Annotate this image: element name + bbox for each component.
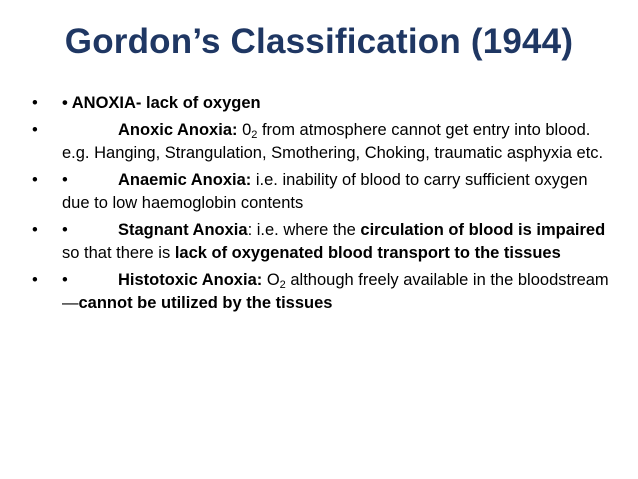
subscript: 2	[279, 279, 286, 291]
bullet-text: 0	[237, 121, 252, 139]
bullet-text: from atmosphere cannot get entry into blood. e.g. Hanging, Strangulation, Smothering, Choking, traumatic asphyxia etc.	[62, 121, 604, 162]
bullet-dot: •	[32, 221, 38, 239]
inner-bullet: •	[62, 271, 68, 289]
bullet-dot: •	[32, 171, 38, 189]
bullet-list	[32, 92, 612, 319]
inner-bullet: •	[62, 171, 68, 189]
bullet-text: so that there is	[62, 244, 175, 262]
bullet-dot: •	[32, 271, 38, 289]
term-anoxic-anoxia: Anoxic Anoxia:	[118, 121, 238, 139]
inner-bullet: •	[62, 221, 68, 239]
bold-phrase: cannot be utilized by the tissues	[78, 294, 333, 312]
term-anaemic-anoxia: Anaemic Anoxia:	[118, 171, 252, 189]
bold-phrase: circulation of blood is impaired	[360, 221, 606, 239]
bullet-anoxia	[32, 92, 612, 115]
slide-title: Gordon’s Classification (1944)	[64, 22, 574, 61]
bullet-anaemic-anoxia	[32, 169, 612, 215]
bullet-anoxic-anoxia	[32, 119, 612, 165]
bullet-lead: • ANOXIA- lack of oxygen	[62, 94, 261, 112]
term-stagnant-anoxia: Stagnant Anoxia	[118, 221, 248, 239]
bullet-stagnant-anoxia	[32, 219, 612, 265]
bullet-text: although freely available in the bloodstream—	[62, 271, 609, 312]
bold-phrase: lack of oxygenated blood transport to the tissues	[174, 244, 561, 262]
bullet-text: : i.e. where the	[247, 221, 361, 239]
bullet-dot: •	[32, 94, 38, 112]
subscript: 2	[251, 129, 258, 141]
bullet-histotoxic-anoxia	[32, 269, 612, 315]
bullet-text: i.e. inability of blood to carry sufficient oxygen due to low haemoglobin contents	[62, 171, 588, 212]
bullet-dot: •	[32, 121, 38, 139]
bullet-text: O	[262, 271, 280, 289]
term-histotoxic-anoxia: Histotoxic Anoxia:	[118, 271, 263, 289]
